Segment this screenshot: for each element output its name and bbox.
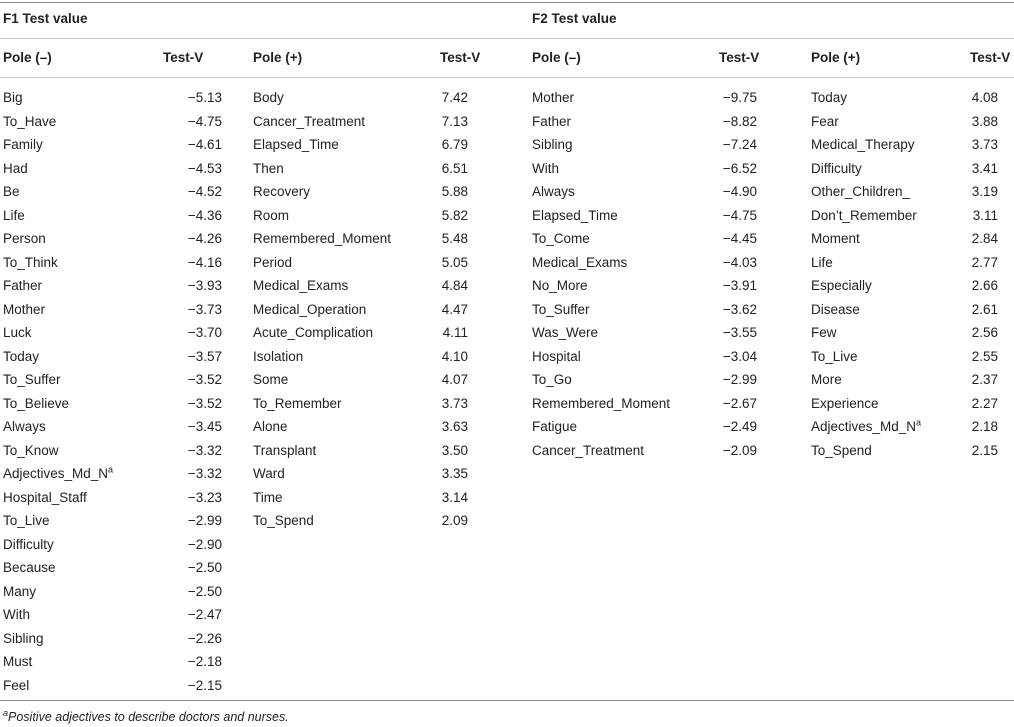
f1-minus-test-value: −4.53 xyxy=(187,160,222,176)
term-text: To_Suffer xyxy=(532,301,590,317)
f1-minus-test-value: −3.73 xyxy=(187,301,222,317)
term-text: Adjectives_Md_N xyxy=(3,466,109,481)
f2-plus-term xyxy=(811,114,839,130)
f1-minus-test-value: −2.47 xyxy=(187,607,222,622)
f2-plus-term xyxy=(811,325,837,341)
f1-minus-term xyxy=(3,654,32,670)
table-top-rule xyxy=(0,2,1014,3)
f2-pole-minus-header: Pole (–) xyxy=(532,50,581,65)
term-text: To_Live xyxy=(811,348,858,364)
f2-minus-test-value: −4.75 xyxy=(722,207,757,223)
term-text: Few xyxy=(811,325,837,340)
term-text: Today xyxy=(811,90,848,105)
f2-plus-test-value: 2.15 xyxy=(971,442,998,458)
f1-minus-term xyxy=(3,631,44,647)
column-header-rule xyxy=(0,77,1014,78)
f1-minus-test-value: −3.52 xyxy=(187,372,222,387)
f2-plus-test-value: 2.77 xyxy=(971,254,998,270)
f2-minus-term xyxy=(532,372,572,388)
term-text: Feel xyxy=(3,677,30,693)
term-text: Always xyxy=(532,184,575,199)
term-text: Had xyxy=(3,160,28,176)
f2-plus-test-value: 3.11 xyxy=(972,207,998,223)
f2-plus-term xyxy=(811,278,872,294)
f2-minus-test-value: −2.99 xyxy=(722,372,757,387)
f2-plus-test-value: 2.37 xyxy=(971,372,998,387)
term-text: Acute_Complication xyxy=(253,325,374,340)
f1-minus-term xyxy=(3,325,32,341)
f1-plus-term xyxy=(253,513,314,529)
f1-minus-test-value: −4.75 xyxy=(187,113,222,129)
f1-minus-test-value: −4.16 xyxy=(187,254,222,270)
term-text: Hospital xyxy=(532,348,581,364)
f1-plus-test-value: 6.51 xyxy=(441,160,468,176)
f1-minus-term xyxy=(3,513,50,529)
f2-pole-plus-header: Pole (+) xyxy=(811,50,861,65)
f1-minus-term xyxy=(3,560,56,576)
term-text: Big xyxy=(3,90,23,105)
f2-plus-test-value: 3.41 xyxy=(971,160,998,176)
term-text: To_Remember xyxy=(253,395,342,411)
f1-minus-term xyxy=(3,678,29,694)
term-text: Medical_Therapy xyxy=(811,137,915,152)
f1-plus-test-value: 2.09 xyxy=(441,513,468,528)
f2-minus-term xyxy=(532,302,590,318)
f1-minus-test-value: −3.23 xyxy=(187,489,222,505)
f1-minus-term xyxy=(3,208,25,224)
f1-minus-term xyxy=(3,137,43,153)
f2-minus-term xyxy=(532,349,581,365)
term-text: Fear xyxy=(811,113,839,129)
f1-minus-test-value: −3.93 xyxy=(187,278,222,293)
f2-minus-term xyxy=(532,255,627,271)
f1-minus-test-value: −5.13 xyxy=(187,90,222,105)
f2-plus-test-value: 2.56 xyxy=(971,325,998,340)
term-text: Elapsed_Time xyxy=(253,137,339,152)
f1-plus-term xyxy=(253,278,348,294)
term-text: With xyxy=(3,607,30,622)
f1-plus-term xyxy=(253,302,366,318)
f2-minus-test-value: −3.55 xyxy=(722,325,757,340)
header-rule xyxy=(0,38,1014,39)
term-text: Fatigue xyxy=(532,419,578,434)
f2-minus-test-value: −3.91 xyxy=(722,278,757,293)
f1-minus-term xyxy=(3,184,20,200)
term-text: Period xyxy=(253,254,293,270)
f1-plus-term xyxy=(253,349,303,365)
f1-minus-test-value: −4.52 xyxy=(187,184,222,199)
f1-minus-testv-header: Test-V xyxy=(163,50,204,65)
f1-minus-test-value: −2.90 xyxy=(187,536,222,552)
f2-minus-term xyxy=(532,231,590,247)
f2-plus-test-value: 2.27 xyxy=(971,395,998,411)
f1-plus-term xyxy=(253,372,288,388)
f1-plus-test-value: 7.42 xyxy=(441,90,468,105)
term-text: Body xyxy=(253,90,284,105)
f1-plus-test-value: 7.13 xyxy=(441,113,468,129)
term-text: Today xyxy=(3,348,40,364)
f1-minus-test-value: −3.32 xyxy=(187,466,222,481)
term-text: Person xyxy=(3,231,46,246)
f2-plus-term xyxy=(811,184,910,200)
term-text: Be xyxy=(3,184,20,199)
f1-plus-test-value: 3.35 xyxy=(441,466,468,481)
f2-minus-test-value: −8.82 xyxy=(722,113,757,129)
f2-minus-term xyxy=(532,419,577,435)
f1-minus-term xyxy=(3,443,59,459)
term-text: To_Know xyxy=(3,442,59,458)
f2-minus-term xyxy=(532,278,588,294)
term-text: To_Spend xyxy=(253,513,314,528)
f2-plus-term xyxy=(811,137,915,153)
f1-minus-term xyxy=(3,114,56,130)
f2-plus-test-value: 3.88 xyxy=(971,113,998,129)
f2-title: F2 Test value xyxy=(532,11,617,26)
f1-minus-test-value: −2.26 xyxy=(187,630,222,646)
f1-minus-test-value: −3.52 xyxy=(187,395,222,411)
f2-plus-term xyxy=(811,161,862,177)
f2-plus-test-value: 2.55 xyxy=(971,348,998,364)
f1-plus-test-value: 5.05 xyxy=(441,254,468,270)
f1-plus-test-value: 3.14 xyxy=(441,489,468,505)
term-text: Mother xyxy=(532,90,575,105)
term-text: Hospital_Staff xyxy=(3,489,87,505)
f1-plus-testv-header: Test-V xyxy=(440,50,481,65)
f2-minus-test-value: −2.67 xyxy=(722,395,757,411)
f2-minus-test-value: −3.04 xyxy=(722,348,757,364)
f1-minus-test-value: −4.61 xyxy=(187,137,222,152)
term-text: Experience xyxy=(811,395,879,411)
term-text: No_More xyxy=(532,278,588,293)
term-text: Medical_Operation xyxy=(253,301,367,317)
f1-minus-test-value: −4.36 xyxy=(187,207,222,223)
f1-minus-test-value: −3.70 xyxy=(187,325,222,340)
term-text: To_Go xyxy=(532,372,572,387)
term-text: Family xyxy=(3,137,43,152)
f1-title: F1 Test value xyxy=(3,11,88,26)
term-text: Was_Were xyxy=(532,325,599,340)
term-text: Father xyxy=(3,278,43,293)
f2-minus-term xyxy=(532,325,598,341)
term-text: More xyxy=(811,372,842,387)
f2-plus-term xyxy=(811,372,842,388)
f1-minus-test-value: −2.50 xyxy=(187,583,222,599)
f1-plus-term xyxy=(253,137,339,153)
f1-minus-term xyxy=(3,607,30,623)
f2-plus-test-value: 4.08 xyxy=(971,90,998,105)
f2-minus-term xyxy=(532,137,573,153)
term-text: To_Come xyxy=(532,231,590,246)
term-text: Transplant xyxy=(253,442,317,458)
term-text: Always xyxy=(3,419,46,434)
f1-plus-term xyxy=(253,466,285,482)
f1-minus-term xyxy=(3,231,46,247)
term-text: Disease xyxy=(811,301,860,317)
term-text: To_Have xyxy=(3,113,57,129)
term-text: To_Suffer xyxy=(3,372,61,387)
term-text: Some xyxy=(253,372,289,387)
f2-minus-term xyxy=(532,396,670,412)
f2-plus-term xyxy=(811,255,833,271)
f1-plus-test-value: 5.82 xyxy=(441,207,468,223)
term-text: Remembered_Moment xyxy=(532,395,671,411)
f2-plus-term xyxy=(811,443,872,459)
f1-pole-minus-header: Pole (–) xyxy=(3,50,52,65)
f2-plus-term xyxy=(811,231,860,247)
f1-minus-test-value: −4.26 xyxy=(187,231,222,246)
f1-plus-test-value: 4.10 xyxy=(441,348,468,364)
f2-plus-test-value: 3.73 xyxy=(971,137,998,152)
f1-minus-term xyxy=(3,419,46,435)
f1-plus-test-value: 4.84 xyxy=(441,278,468,293)
f2-plus-test-value: 2.18 xyxy=(971,419,998,434)
term-text: To_Believe xyxy=(3,395,70,411)
f2-minus-term xyxy=(532,114,571,130)
term-text: Medical_Exams xyxy=(532,254,628,270)
f1-plus-term xyxy=(253,90,284,106)
f1-minus-term xyxy=(3,584,36,600)
f2-minus-term xyxy=(532,90,574,106)
footnote xyxy=(3,707,289,724)
term-text: Alone xyxy=(253,419,288,434)
f2-plus-term xyxy=(811,208,917,224)
f2-plus-term xyxy=(811,302,860,318)
term-text: Life xyxy=(3,207,25,223)
f1-minus-test-value: −3.45 xyxy=(187,419,222,434)
footnote-text: Positive adjectives to describe doctors and nurses. xyxy=(8,710,289,724)
f1-pole-plus-header: Pole (+) xyxy=(253,50,303,65)
term-text: Moment xyxy=(811,231,860,246)
term-text: Medical_Exams xyxy=(253,278,349,293)
f2-minus-term xyxy=(532,161,559,177)
term-text: Sibling xyxy=(532,137,573,152)
f2-minus-test-value: −2.49 xyxy=(722,419,757,434)
f2-minus-term xyxy=(532,184,575,200)
f2-minus-test-value: −6.52 xyxy=(722,160,757,176)
f2-plus-term xyxy=(811,419,921,435)
term-text: Elapsed_Time xyxy=(532,207,618,223)
f2-minus-test-value: −2.09 xyxy=(722,442,757,458)
f1-plus-term xyxy=(253,208,289,224)
f2-minus-testv-header: Test-V xyxy=(719,50,760,65)
f1-plus-term xyxy=(253,161,284,177)
f2-minus-test-value: −4.03 xyxy=(722,254,757,270)
f1-plus-test-value: 5.48 xyxy=(441,231,468,246)
f1-plus-term xyxy=(253,419,288,435)
f2-minus-test-value: −3.62 xyxy=(722,301,757,317)
term-text: Luck xyxy=(3,325,32,340)
term-text: Father xyxy=(532,113,572,129)
f1-minus-term xyxy=(3,90,23,106)
f1-plus-term xyxy=(253,231,391,247)
f1-minus-term xyxy=(3,161,28,177)
term-text: Recovery xyxy=(253,184,311,199)
term-text: Difficulty xyxy=(3,536,54,552)
f2-minus-term xyxy=(532,208,618,224)
f2-minus-term xyxy=(532,443,644,459)
f1-minus-test-value: −3.32 xyxy=(187,442,222,458)
f2-plus-term xyxy=(811,349,858,365)
f1-minus-term xyxy=(3,490,87,506)
term-text: Room xyxy=(253,207,290,223)
f1-plus-term xyxy=(253,255,292,271)
term-text: Then xyxy=(253,160,284,176)
f1-minus-term xyxy=(3,349,39,365)
term-text: Sibling xyxy=(3,630,44,646)
term-text: Cancer_Treatment xyxy=(532,442,645,458)
term-text: Remembered_Moment xyxy=(253,231,392,246)
term-text: Other_Children_ xyxy=(811,184,911,199)
term-text: To_Think xyxy=(3,254,58,270)
f1-minus-term xyxy=(3,278,42,294)
f1-plus-term xyxy=(253,114,365,130)
term-text: Cancer_Treatment xyxy=(253,113,366,129)
term-text: With xyxy=(532,160,559,176)
f1-minus-test-value: −2.15 xyxy=(187,677,222,693)
f1-plus-test-value: 3.73 xyxy=(441,395,468,411)
f2-minus-test-value: −7.24 xyxy=(722,137,757,152)
f1-plus-term xyxy=(253,325,373,341)
f1-plus-test-value: 3.50 xyxy=(441,442,468,458)
footnote-marker: a xyxy=(3,707,9,718)
f1-plus-term xyxy=(253,396,342,412)
f1-minus-term xyxy=(3,372,61,388)
f1-plus-term xyxy=(253,490,283,506)
f1-plus-test-value: 5.88 xyxy=(441,184,468,199)
f1-minus-test-value: −2.99 xyxy=(187,513,222,528)
term-text: To_Spend xyxy=(811,442,872,458)
f1-plus-term xyxy=(253,443,316,459)
f2-plus-test-value: 3.19 xyxy=(971,184,998,199)
f1-minus-term xyxy=(3,302,45,318)
footnote-ref: a xyxy=(108,464,114,475)
f2-plus-test-value: 2.61 xyxy=(971,301,998,317)
f1-plus-test-value: 4.07 xyxy=(441,372,468,387)
term-text: Because xyxy=(3,560,56,575)
f1-plus-test-value: 4.47 xyxy=(441,301,468,317)
term-text: Life xyxy=(811,254,833,270)
f1-plus-test-value: 6.79 xyxy=(441,137,468,152)
term-text: Must xyxy=(3,654,33,669)
term-text: Difficulty xyxy=(811,160,862,176)
term-text: Especially xyxy=(811,278,872,293)
f2-plus-term xyxy=(811,396,879,412)
term-text: Adjectives_Md_N xyxy=(811,419,917,434)
f1-minus-term xyxy=(3,396,69,412)
f1-plus-test-value: 3.63 xyxy=(441,419,468,434)
term-text: Many xyxy=(3,583,37,599)
f1-minus-term xyxy=(3,537,54,553)
term-text: Isolation xyxy=(253,348,304,364)
f1-plus-term xyxy=(253,184,310,200)
f2-minus-test-value: −9.75 xyxy=(722,90,757,105)
table-bottom-rule xyxy=(0,700,1014,701)
term-text: To_Live xyxy=(3,513,50,528)
f1-minus-test-value: −2.18 xyxy=(187,654,222,669)
term-text: Don’t_Remember xyxy=(811,207,917,223)
term-text: Mother xyxy=(3,301,46,317)
term-text: Ward xyxy=(253,466,285,481)
f1-minus-term xyxy=(3,255,58,271)
f1-minus-test-value: −3.57 xyxy=(187,348,222,364)
f2-plus-term xyxy=(811,90,847,106)
term-text: Time xyxy=(253,489,283,505)
f2-minus-test-value: −4.90 xyxy=(722,184,757,199)
f1-minus-term xyxy=(3,466,113,482)
f2-plus-test-value: 2.84 xyxy=(971,231,998,246)
f1-plus-test-value: 4.11 xyxy=(442,325,468,340)
f2-minus-test-value: −4.45 xyxy=(722,231,757,246)
f1-minus-test-value: −2.50 xyxy=(187,560,222,575)
f2-plus-test-value: 2.66 xyxy=(971,278,998,293)
footnote-ref: a xyxy=(916,417,922,428)
f2-plus-testv-header: Test-V xyxy=(970,50,1011,65)
